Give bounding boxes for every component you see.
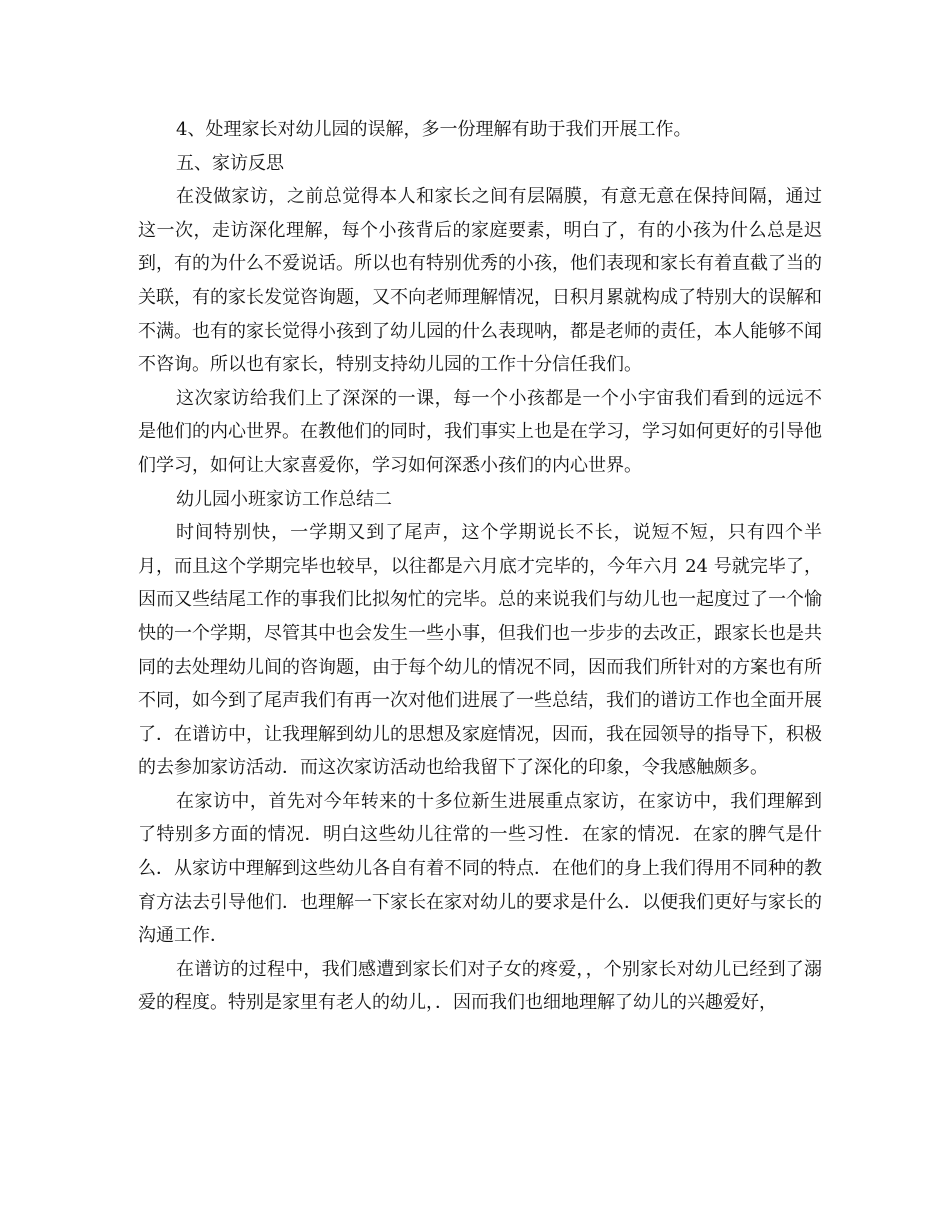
paragraph: 4、处理家长对幼儿园的误解，多一份理解有助于我们开展工作。 <box>176 119 692 140</box>
section-heading: 幼儿园小班家访工作总结二 <box>176 488 392 510</box>
paragraph: 这次家访给我们上了深深的一课，每一个小孩都是一个小宇宙我们看到的远远不是他们的内心世界。在教他们的同时，我们事实上也是在学习，学习如何更好的引导他们学习，如何让大家喜爱你，学习如何深悉小孩们的内心世界。 <box>138 387 822 476</box>
section-heading: 五、家访反思 <box>176 152 284 174</box>
document-body <box>138 113 822 1020</box>
paragraph: 在家访中，首先对今年转来的十多位新生进展重点家访，在家访中，我们理解到了特别多方面的情况．明白这些幼儿往常的一些习性．在家的情况．在家的脾气是什么．从家访中理解到这些幼儿各自有着不同的特点．在他们的身上我们得用不同种的教育方法去引导他们．也理解一下家长在家对幼儿的要求是什么．以便我们更好与家长的沟通工作． <box>138 790 822 947</box>
paragraph: 在谱访的过程中，我们感遭到家长们对子女的疼爱，，个别家长对幼儿已经到了溺爱的程度。特别是家里有老人的幼儿，．因而我们也细地理解了幼儿的兴趣爱好， <box>138 958 822 1014</box>
paragraph: 时间特别快，一学期又到了尾声，这个学期说长不长，说短不短，只有四个半月，而且这个学期完毕也较早，以往都是六月底才完毕的，今年六月 24 号就完毕了，因而又些结尾工作的事我们比拟匆忙的完毕。总的来说我们与幼儿也一起度过了一个愉快的一个学期，尽管其中也会发生一些小事，但我们也一步步的去改正，跟家长也是共同的去处理幼儿间的咨询题，由于每个幼儿的情况不同，因而我们所针对的方案也有所不同，如今到了尾声我们有再一次对他们进展了一些总结，我们的谱访工作也全面开展了．在谱访中，让我理解到幼儿的思想及家庭情况，因而，我在园领导的指导下，积极的去参加家访活动．而这次家访活动也给我留下了深化的印象，令我感触颇多。 <box>138 522 822 779</box>
paragraph: 在没做家访，之前总觉得本人和家长之间有层隔膜，有意无意在保持间隔，通过这一次，走访深化理解，每个小孩背后的家庭要素，明白了，有的小孩为什么总是迟到，有的为什么不爱说话。所以也有特别优秀的小孩，他们表现和家长有着直截了当的关联，有的家长发觉咨询题，又不向老师理解情况，日积月累就构成了特别大的误解和不满。也有的家长觉得小孩到了幼儿园的什么表现呐，都是老师的责任，本人能够不闻不咨询。所以也有家长，特别支持幼儿园的工作十分信任我们。 <box>138 186 822 376</box>
